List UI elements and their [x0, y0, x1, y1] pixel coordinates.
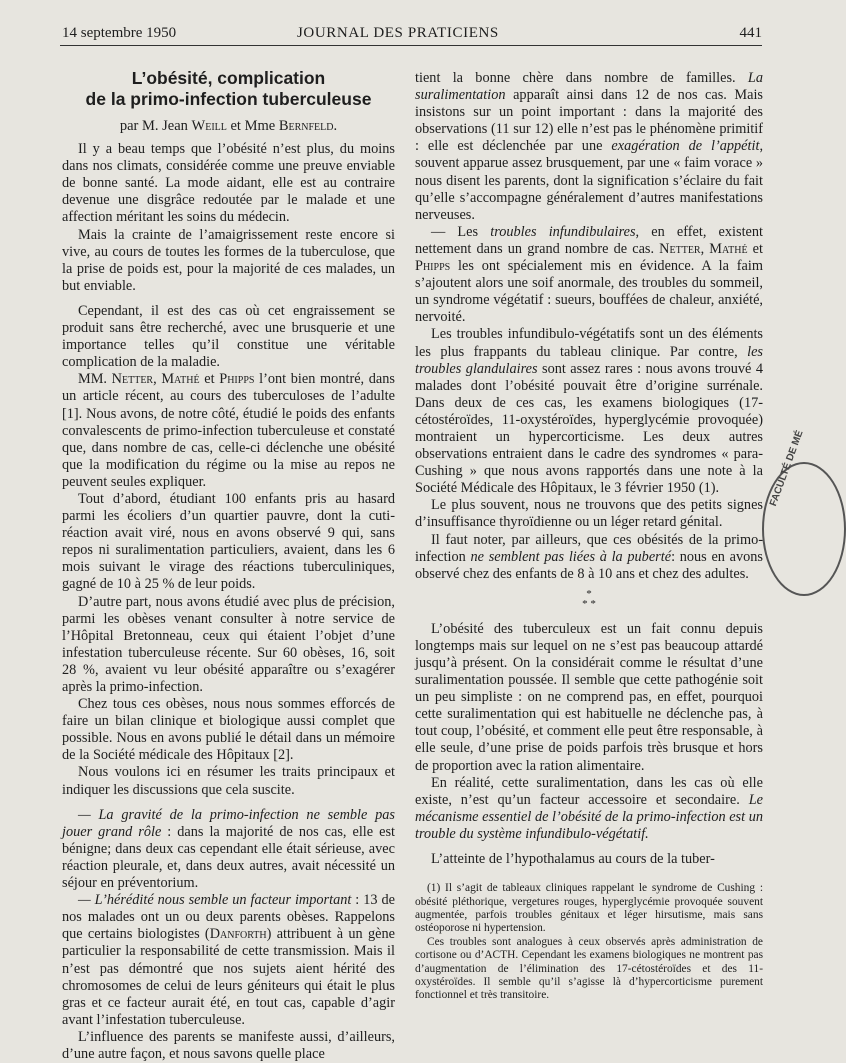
- paragraph: — Les troubles infundibulaires, en effet, existent nettement dans un grand nombre de cas. Netter, Mathé et Phipps les ont spécialement mis en évidence. A la faim s’ajoutent alors une soif anormale, des troubles du sommeil, un syndrome végétatif : sueurs, bouffées de chaleur, anxiété, nervoité.: [415, 223, 764, 326]
- article-byline: par M. Jean Weill et Mme Bernfeld.: [119, 118, 338, 134]
- paragraph: Tout d’abord, étudiant 100 enfants pris au hasard parmi les écoliers d’un quartier pauvre, dont la cuti-réaction avait viré, nous en avons observé 9 qui, sans repos ni suralimentation particuliers, avaient, dans les 6 mois suivant le virage des réactions tuberculiniques, gagné de 10 à 25 % de leur poids.: [62, 490, 395, 593]
- paragraph: — L’hérédité nous semble un facteur important : 13 de nos malades ont un ou deux parents obèses. Rappelons que certains biologistes (Danforth) attribuent à un gène particulier la responsabilité de cette transmission. Mais il n’est pas démontré que nos sujets aient hérité des chromosomes de celui de leurs géniteurs qui était le plus gras et ce facteur aurait été, en tout cas, capable d’agir avant l’infestation tuberculeuse.: [62, 892, 395, 1028]
- header-journal-title: JOURNAL DES PRATICIENS: [297, 25, 499, 41]
- paragraph: L’influence des parents se manifeste aussi, d’ailleurs, d’une autre façon, et nous savons quelle place: [62, 1028, 395, 1062]
- footnote: (1) Il s’agit de tableaux cliniques rappelant le syndrome de Cushing : obésité pléthorique, vergetures rouges, hyperglycémie provoquée souvent augmentée, parfois troubles génitaux et léger hirsutisme, mais sans ostéoporose ni hypertension. Ces troubles sont analogues à ceux observés après administration de cortisone ou d’ACTH. Cependant les examens biologiques ne montrent pas d’augmentation de l’élimination des 17-cétostéroïdes et des 11-oxystéroïdes. Il semble qu’il s’agisse là d’hypercorticisme purement fonctionnel et très transitoire.: [415, 882, 763, 1002]
- header-page-number: 441: [739, 25, 762, 41]
- paragraph: Mais la crainte de l’amaigrissement reste encore si vive, au cours de toutes les formes de la tuberculose, que la prise de poids est, pour la majorité de ces malades, un but enviable.: [62, 226, 395, 294]
- library-stamp: FACULTÉ DE MÉ: [762, 462, 846, 596]
- paragraph: MM. Netter, Mathé et Phipps l’ont bien montré, dans un article récent, au cours des tuberculoses de l’adulte [1]. Nous avons, de notre côté, étudié le poids des enfants convalescents de primo-infection tuberculeuse et constaté que, dans nombre de cas, celle-ci déclenche une obésité que la modification du régime ou la mise au repos ne peuvent seules expliquer.: [62, 371, 395, 490]
- paragraph: Il y a beau temps que l’obésité n’est plus, du moins dans nos climats, considérée comme une preuve enviable de bonne santé. La mode aidant, elle est au contraire devenue une disgrâce redoutée par le malade et une affection méritant les soins du médecin.: [62, 141, 395, 226]
- article-title: L’obésité, complication de la primo-infection tuberculeuse: [85, 68, 372, 109]
- section-separator-stars: * * *: [582, 587, 596, 610]
- header-rule: [60, 45, 762, 46]
- paragraph: L’atteinte de l’hypothalamus au cours de la tuber-: [431, 851, 715, 868]
- paragraph: Le plus souvent, nous ne trouvons que des petits signes d’insuffisance thyroïdienne ou un léger retard génital.: [415, 497, 763, 531]
- page-header: [62, 25, 762, 47]
- paragraph: — La gravité de la primo-infection ne semble pas jouer grand rôle : dans la majorité de nos cas, elle est bénigne; dans deux cas cependant elle était sérieuse, avec réaction pleurale, et, dans deux autres, avait nécessité un séjour en préventorium.: [62, 806, 395, 892]
- paragraph: Nous voulons ici en résumer les traits principaux et indiquer les discussions que cela suscite.: [62, 764, 395, 798]
- left-column: [62, 68, 395, 1063]
- header-date: 14 septembre 1950: [62, 25, 177, 41]
- paragraph: Cependant, il est des cas où cet engraissement se produit sans être recherché, avec une brusquerie et une importance telles qu’il constitue une véritable complication de la maladie.: [62, 302, 395, 371]
- paragraph: Chez tous ces obèses, nous nous sommes efforcés de faire un bilan clinique et biologique aussi complet que possible. Nous en avons publié le détail dans un mémoire de la Société médicale des Hôpitaux [2].: [62, 696, 395, 764]
- paragraph: Les troubles infundibulo-végétatifs sont un des éléments les plus frappants du tableau clinique. Par contre, les troubles glandulaires sont assez rares : nous avons trouvé 4 malades dont l’obésité pouvait être d’origine surrénale. Dans deux de ces cas, les examens biologiques (17-cétostéroïdes, 11-oxystéroïdes, hyperglycémie provoquée) montraient un hypercorticisme. Les deux autres observations entraient dans le cadre des syndromes « para-Cushing » que nous avons rapportés dans une note à la Société Médicale des Hôpitaux, le 3 février 1950 (1).: [415, 326, 763, 497]
- right-column: [415, 70, 763, 1003]
- paragraph: En réalité, cette suralimentation, dans les cas où elle existe, n’est qu’un facteur accessoire et secondaire. Le mécanisme essentiel de l’obésité de la primo-infection est un trouble du système infundibulo-végétatif.: [415, 774, 763, 842]
- paragraph: Il faut noter, par ailleurs, que ces obésités de la primo-infection ne semblent pas liées à la puberté: nous en avons observé chez des enfants de 8 à 10 ans et chez des adultes.: [415, 531, 763, 582]
- paragraph: D’autre part, nous avons étudié avec plus de précision, parmi les obèses venant consulter à notre service de l’Hôpital Bretonneau, ceux qui étaient l’objet d’une infestation tuberculeuse récente. Sur 60 obèses, 16, soit 28 %, avaient vu leur obésité apparaître ou s’exagérer après la primo-infection.: [62, 593, 395, 695]
- paragraph: L’obésité des tuberculeux est un fait connu depuis longtemps mais sur lequel on ne s’est pas beaucoup attardé jusqu’à présent. On la considérait comme le résultat d’une suralimentation poussée. Il semble que cette pathogénie soit un peu simpliste : on ne comprend pas, en effet, pourquoi cette suralimentation qui est habituelle ne déclenche pas, à tout coup, l’obésité, et comment elle peut être responsable, à elle seule, d’une prise de poids parfois très brusque et hors de proportion avec la ration alimentaire.: [415, 620, 763, 774]
- paragraph: tient la bonne chère dans nombre de familles. La suralimentation apparaît ainsi dans 12 de nos cas. Mais insistons sur un point important : dans la majorité des observations (11 sur 12) elle n’est pas le phénomène primitif : elle est déclenchée par une exagération de l’appétit, souvent apparue assez brusquement, par une « faim vorace » nous disent les parents, dont la signification s’éclaire du fait qu’elle s’accompagne généralement d’autres manifestations nerveuses.: [415, 70, 764, 223]
